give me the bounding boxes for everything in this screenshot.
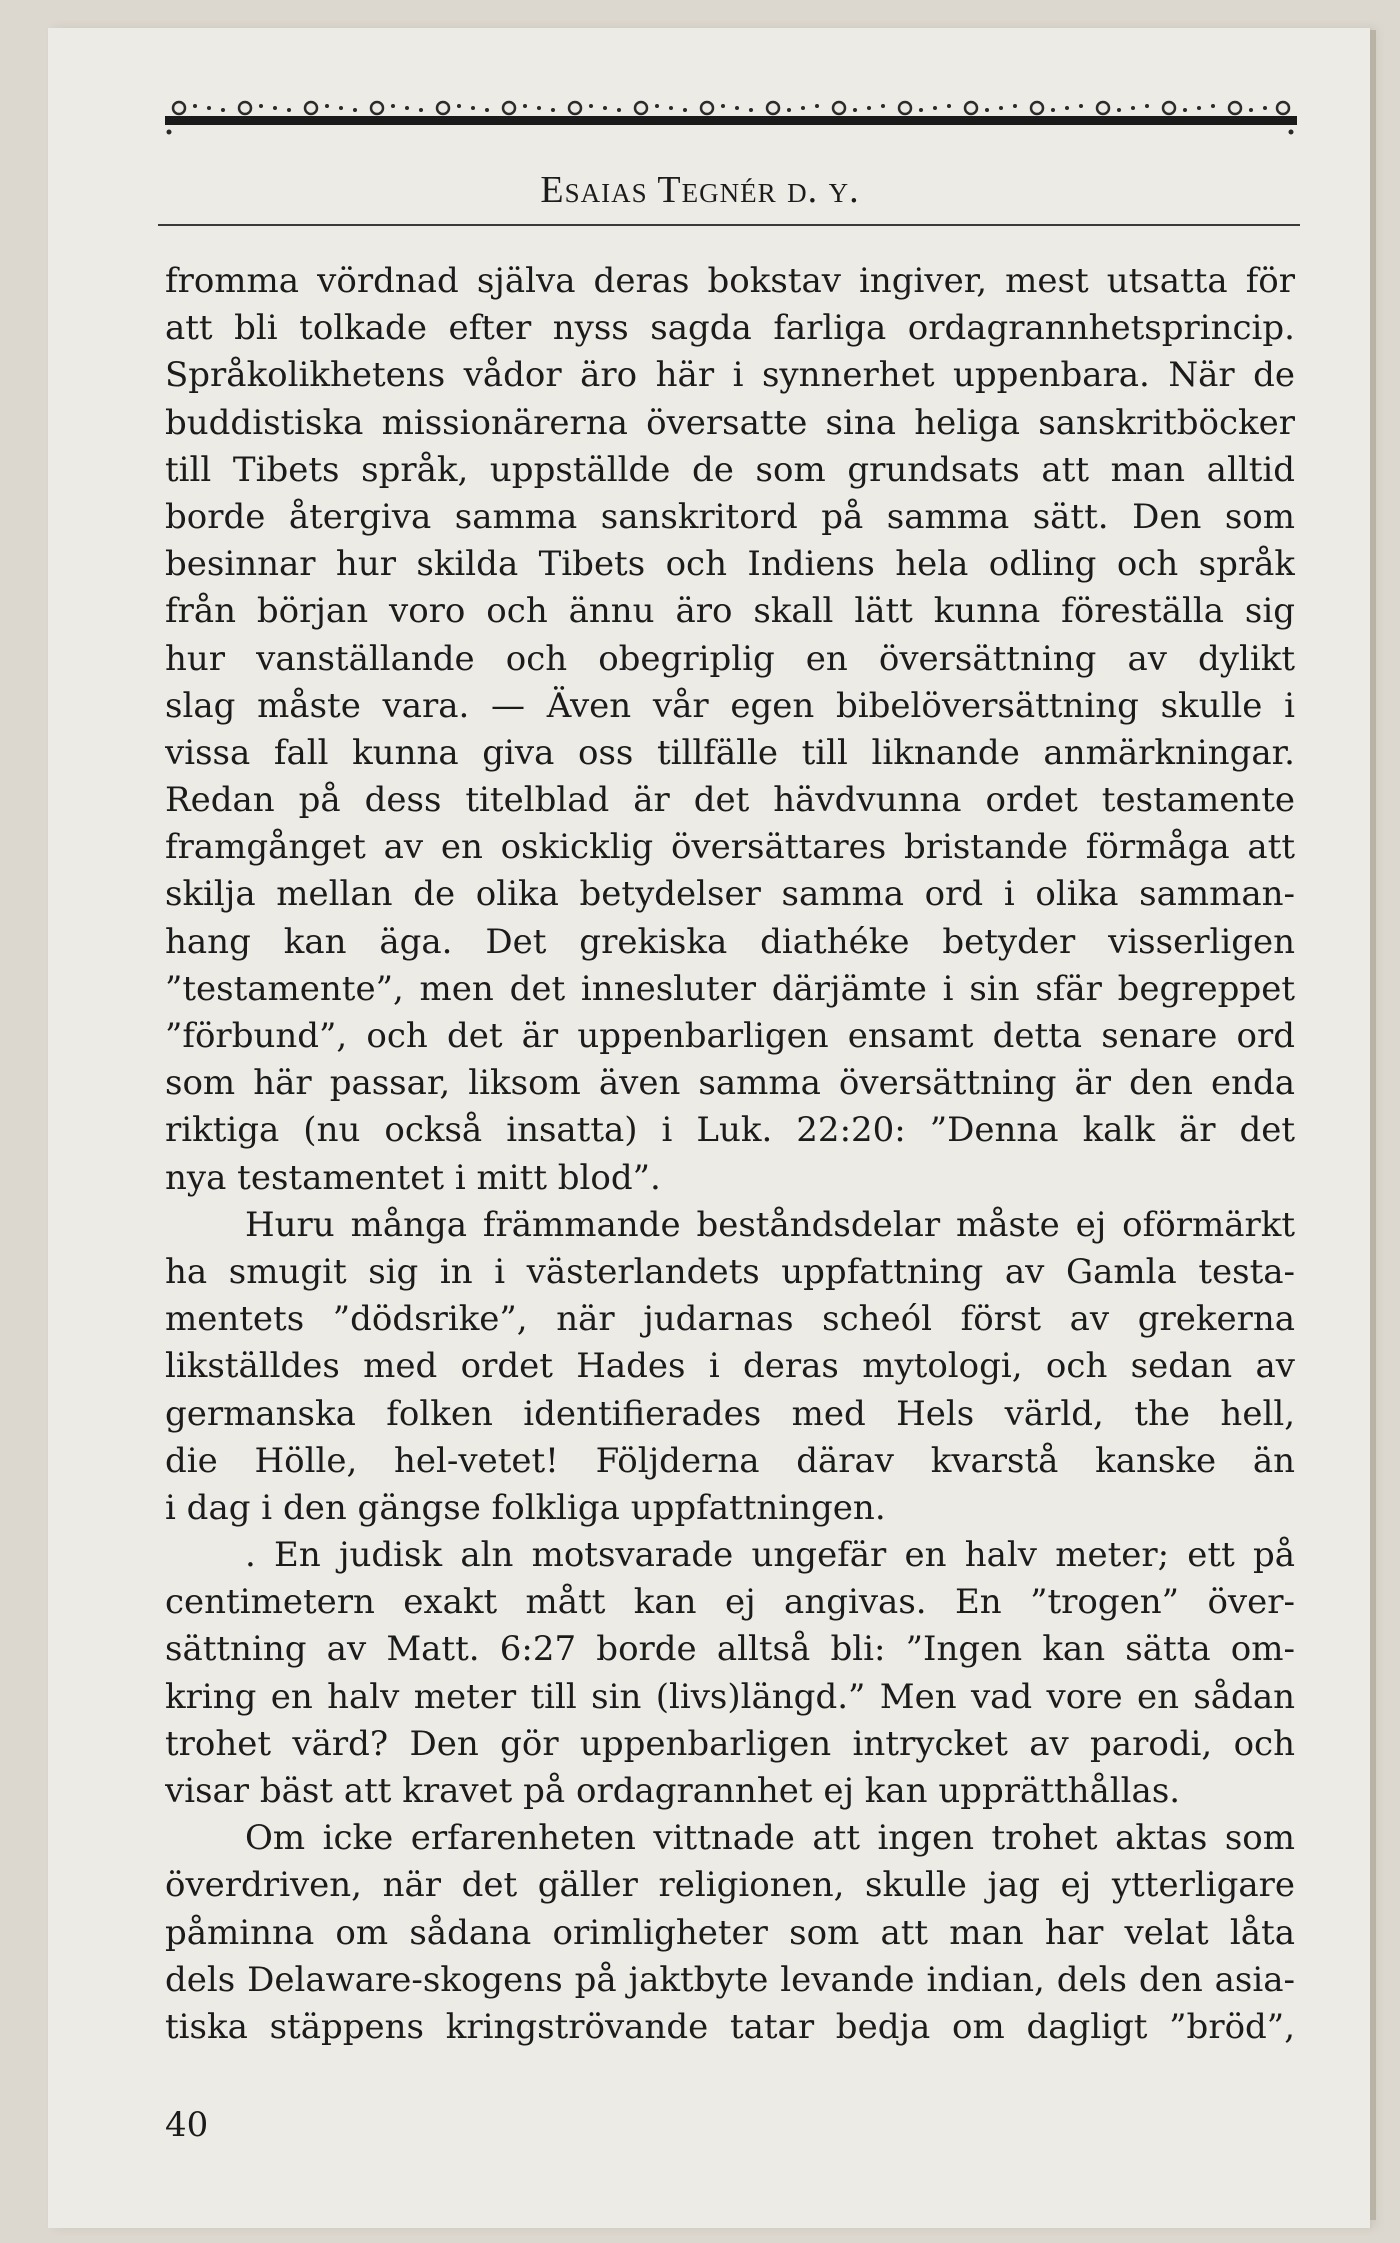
header-rule xyxy=(158,224,1300,226)
text-line: visar bäst att kravet på ordagrannhet ej kan upprätthållas. xyxy=(165,1771,1181,1811)
text-line: trohet värd? Den gör uppenbarligen intrycket av parodi, och xyxy=(165,1723,1295,1764)
text-line: att bli tolkade efter nyss sagda farliga ordagrannhetsprincip. xyxy=(165,308,1295,349)
text-line: påminna om sådana orimligheter som att man har velat låta xyxy=(165,1912,1295,1953)
text-line: ”förbund”, och det är uppenbarligen ensamt detta senare ord xyxy=(165,1016,1295,1056)
text-line: nya testamentet i mitt blod”. xyxy=(165,1157,661,1198)
text-line: centimetern exakt mått kan ej angivas. En ”trogen” över- xyxy=(165,1582,1295,1623)
text-line: i dag i den gängse folkliga uppfattningen. xyxy=(165,1487,886,1528)
text-line: sättning av Matt. 6:27 borde alltså bli: ”Ingen kan sätta om- xyxy=(165,1629,1295,1670)
text-line: vissa fall kunna giva oss tillfälle till liknande anmärkningar. xyxy=(165,732,1295,773)
page-number: 40 xyxy=(165,2105,209,2145)
text-line: mentets ”dödsrike”, när judarnas scheól först av grekerna xyxy=(165,1299,1295,1340)
text-line: överdriven, när det gäller religionen, skulle jag ej ytterligare xyxy=(165,1865,1295,1906)
text-line: skilja mellan de olika betydelser samma ord i olika samman- xyxy=(165,874,1295,915)
text-line: Huru många främmande beståndsdelar måste ej oförmärkt xyxy=(245,1204,1295,1245)
running-head: Esaias Tegnér d. y. xyxy=(540,169,860,211)
text-line: germanska folken identifierades med Hels värld, the hell, xyxy=(165,1393,1295,1434)
text-line: Språkolikhetens vådor äro här i synnerhet uppenbara. När de xyxy=(165,355,1295,396)
text-line: som här passar, liksom även samma översättning är den enda xyxy=(165,1063,1295,1104)
text-line: die Hölle, hel-vetet! Följderna därav kvarstå kanske än xyxy=(165,1440,1295,1481)
page-edge xyxy=(1370,30,1376,2220)
text-line: Om icke erfarenheten vittnade att ingen trohet aktas som xyxy=(245,1818,1295,1859)
text-line: hur vanställande och obegriplig en översättning av dylikt xyxy=(165,638,1295,679)
text-line: riktiga (nu också insatta) i Luk. 22:20: ”Denna kalk är det xyxy=(165,1110,1295,1151)
body-text xyxy=(165,258,1295,2051)
text-line: Redan på dess titelblad är det hävdvunna ordet testamente xyxy=(165,780,1295,821)
text-line: ha smugit sig in i västerlandets uppfattning av Gamla testa- xyxy=(165,1251,1295,1292)
text-line: hang kan äga. Det grekiska diathéke betyder visserligen xyxy=(165,921,1295,962)
text-line: . En judisk aln motsvarade ungefär en halv meter; ett på xyxy=(245,1535,1295,1576)
text-line: till Tibets språk, uppställde de som grundsats att man alltid xyxy=(165,449,1295,490)
text-line: dels Delaware-skogens på jaktbyte levande indian, dels den asia- xyxy=(165,1959,1295,2000)
text-line: slag måste vara. — Även vår egen bibelöversättning skulle i xyxy=(165,685,1295,726)
text-line: från början voro och ännu äro skall lätt kunna föreställa sig xyxy=(165,591,1295,632)
text-line: besinnar hur skilda Tibets och Indiens hela odling och språk xyxy=(165,544,1295,585)
text-line: framgånget av en oskicklig översättares bristande förmåga att xyxy=(165,827,1295,868)
text-line: kring en halv meter till sin (livs)längd.” Men vad vore en sådan xyxy=(165,1676,1295,1717)
text-line: borde återgiva samma sanskritord på samma sätt. Den som xyxy=(165,496,1295,537)
text-line: ”testamente”, men det innesluter därjämte i sin sfär begreppet xyxy=(165,968,1295,1009)
text-line: likställdes med ordet Hades i deras mytologi, och sedan av xyxy=(165,1346,1295,1387)
text-line: buddistiska missionärerna översatte sina heliga sanskritböcker xyxy=(165,402,1295,443)
ornamental-header-border xyxy=(165,92,1297,152)
text-line: tiska stäppens kringströvande tatar bedja om dagligt ”bröd”, xyxy=(165,2006,1295,2047)
text-line: fromma vördnad själva deras bokstav ingiver, mest utsatta för xyxy=(165,261,1295,301)
